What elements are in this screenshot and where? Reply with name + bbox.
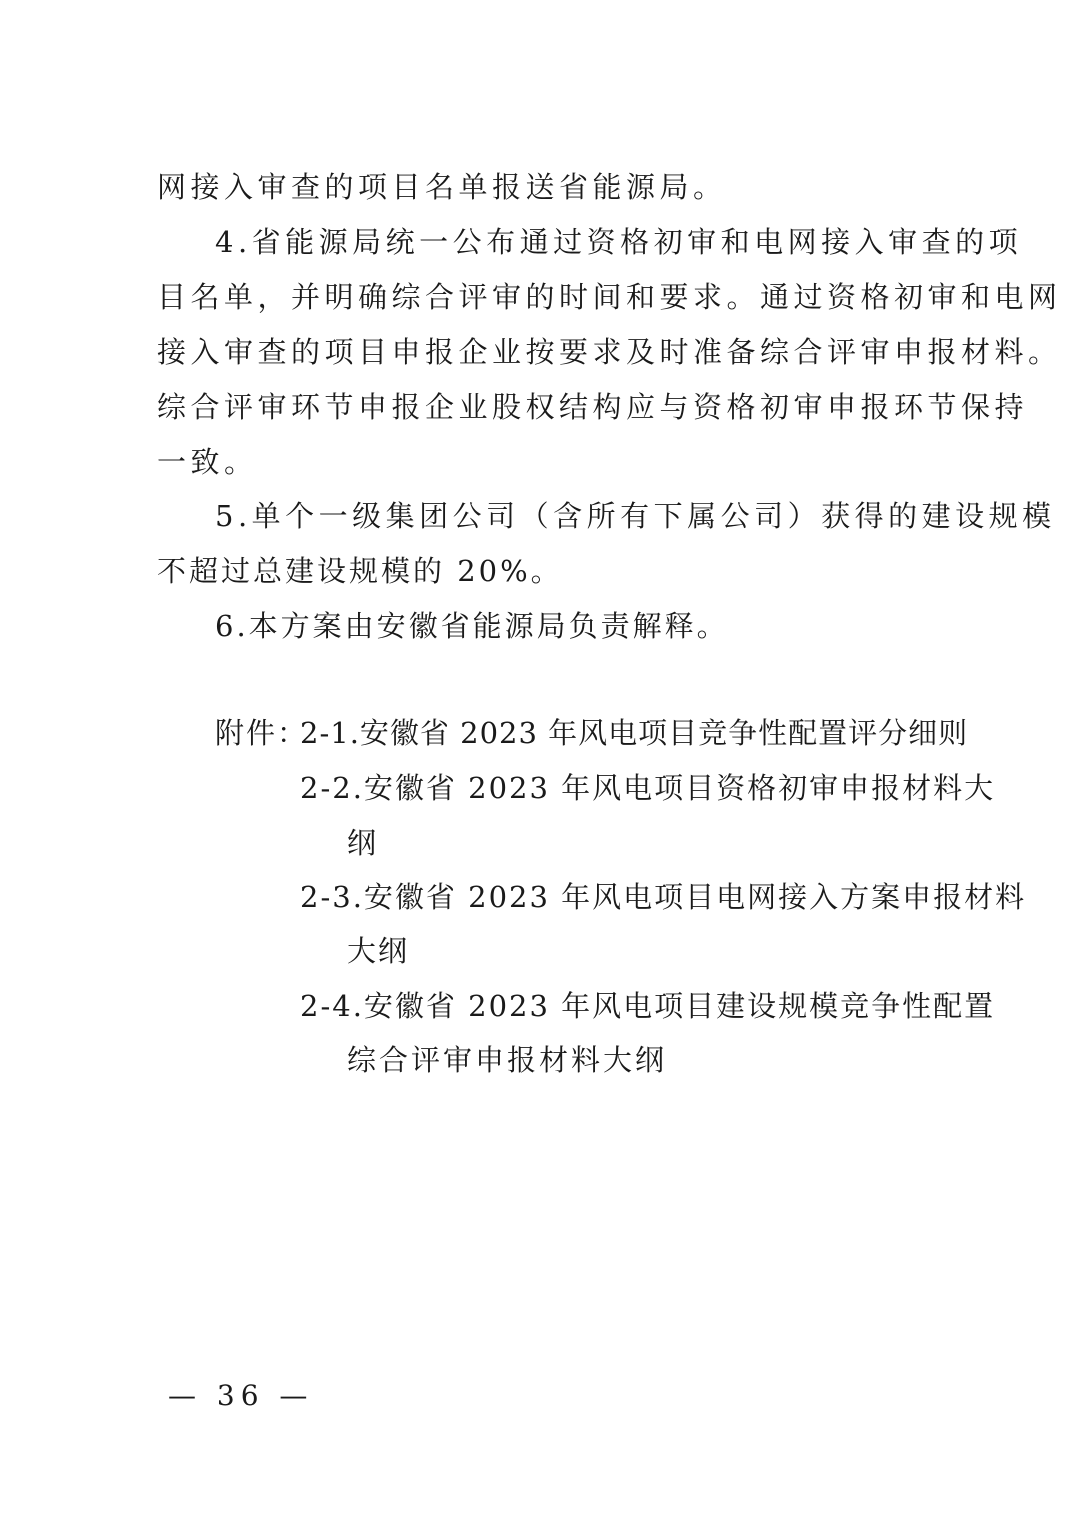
body-text-line: 一致。	[157, 445, 258, 479]
attachment-item: 2-1.安徽省 2023 年风电项目竞争性配置评分细则	[300, 716, 969, 750]
attachment-item: 2-4.安徽省 2023 年风电项目建设规模竞争性配置	[300, 989, 996, 1023]
body-text-line: 5.单个一级集团公司（含所有下属公司）获得的建设规模	[215, 499, 1056, 533]
attachment-item-continuation: 纲	[347, 826, 379, 860]
body-text-line: 网接入审查的项目名单报送省能源局。	[157, 170, 727, 204]
attachment-item: 2-3.安徽省 2023 年风电项目电网接入方案申报材料	[300, 880, 1027, 914]
attachment-item-continuation: 大纲	[347, 934, 410, 968]
body-text-line: 接入审查的项目申报企业按要求及时准备综合评审申报材料。	[157, 335, 1062, 369]
body-text-line: 综合评审环节申报企业股权结构应与资格初审申报环节保持	[157, 390, 1029, 424]
body-text-line: 不超过总建设规模的 20%。	[157, 554, 563, 588]
page-number: — 36 —	[168, 1379, 314, 1412]
attachments-label: 附件：	[215, 716, 309, 750]
attachment-item: 2-2.安徽省 2023 年风电项目资格初审申报材料大	[300, 771, 996, 805]
body-text-line: 目名单，并明确综合评审的时间和要求。通过资格初审和电网	[157, 280, 1062, 314]
body-text-line: 4.省能源局统一公布通过资格初审和电网接入审查的项	[215, 225, 1023, 259]
body-text-line: 6.本方案由安徽省能源局负责解释。	[215, 609, 729, 643]
attachment-item-continuation: 综合评审申报材料大纲	[347, 1043, 668, 1077]
